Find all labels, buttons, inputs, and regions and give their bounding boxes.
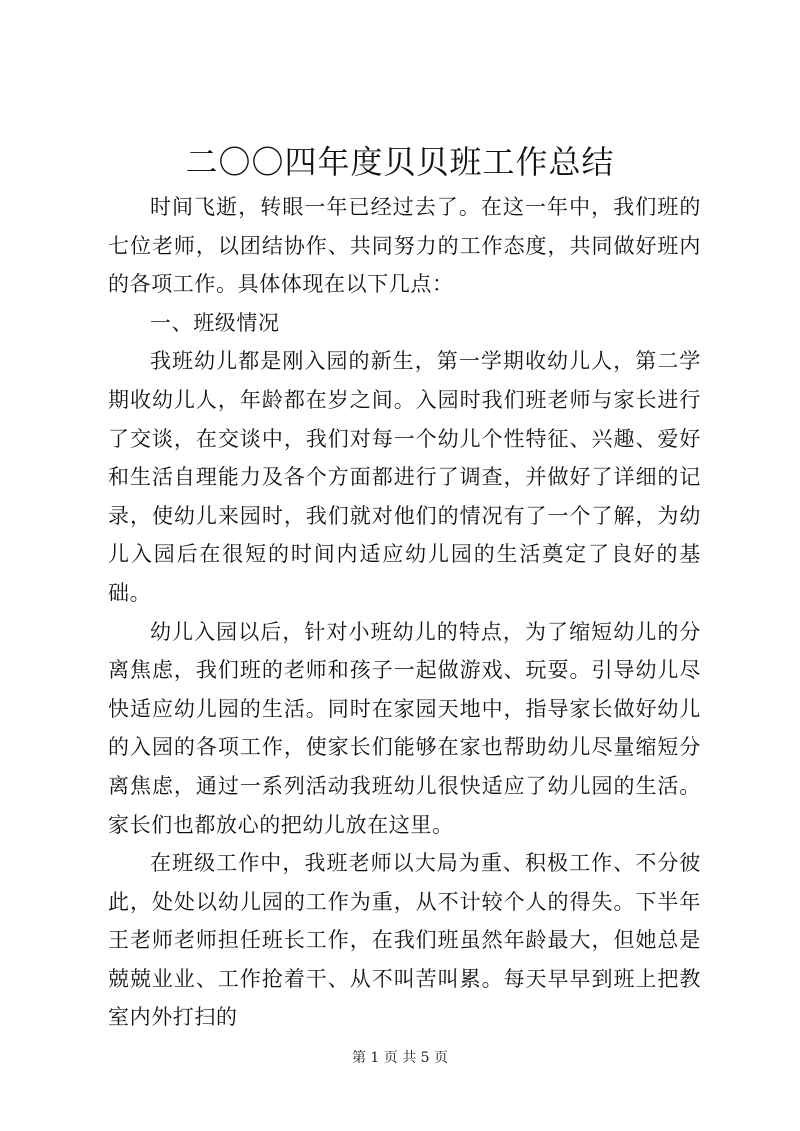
paragraph-class-work: 在班级工作中，我班老师以大局为重、积极工作、不分彼此，处处以幼儿园的工作为重，从不计较个人的得失。下半年王老师老师担任班长工作，在我们班虽然年龄最大，但她总是兢兢业业、工作抢着干、从不叫苦叫累。每天早早到班上把教室内外打扫的	[108, 851, 701, 1030]
document-body	[108, 188, 701, 1037]
paragraph-adaptation: 幼儿入园以后，针对小班幼儿的特点，为了缩短幼儿的分离焦虑，我们班的老师和孩子一起做游戏、玩耍。引导幼儿尽快适应幼儿园的生活。同时在家园天地中，指导家长做好幼儿的入园的各项工作，使家长们能够在家也帮助幼儿尽量缩短分离焦虑，通过一系列活动我班幼儿很快适应了幼儿园的生活。家长们也都放心的把幼儿放在这里。	[108, 619, 701, 837]
section-heading-class-situation: 一、班级情况	[150, 310, 280, 335]
document-title: 二〇〇四年度贝贝班工作总结	[185, 143, 615, 181]
page-footer: 第 1 页 共 5 页	[351, 1050, 449, 1066]
paragraph-new-students: 我班幼儿都是刚入园的新生，第一学期收幼儿人，第二学期收幼儿人，年龄都在岁之间。入园时我们班老师与家长进行了交谈，在交谈中，我们对每一个幼儿个性特征、兴趣、爱好和生活自理能力及各个方面都进行了调查，并做好了详细的记录，使幼儿来园时，我们就对他们的情况有了一个了解，为幼儿入园后在很短的时间内适应幼儿园的生活奠定了良好的基础。	[108, 349, 701, 605]
paragraph-intro: 时间飞逝，转眼一年已经过去了。在这一年中，我们班的七位老师，以团结协作、共同努力的工作态度，共同做好班内的各项工作。具体体现在以下几点：	[108, 195, 701, 297]
